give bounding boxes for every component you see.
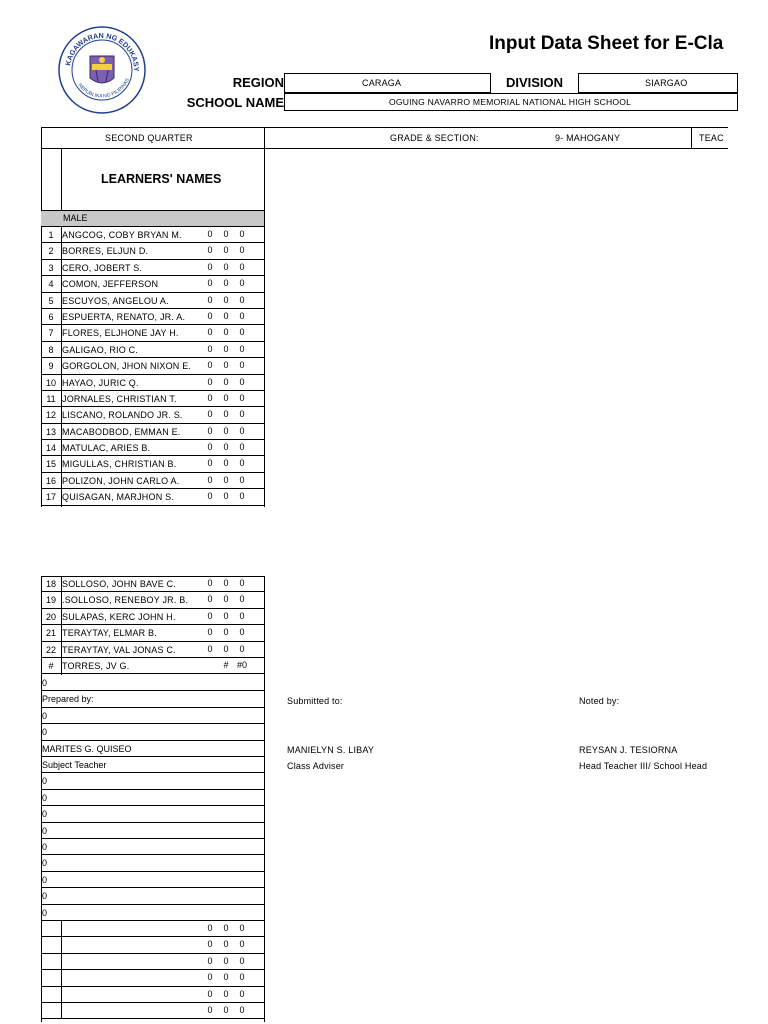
table-row: [41, 375, 264, 391]
table-row: [41, 391, 264, 407]
row-number: #: [48, 660, 54, 671]
table-row: [41, 456, 264, 472]
score-cell[interactable]: 0: [207, 425, 213, 436]
noted-label: Noted by:: [579, 696, 620, 706]
table-row: [41, 407, 264, 423]
score-cell[interactable]: 0: [223, 955, 229, 966]
score-cell[interactable]: 0: [207, 278, 213, 289]
row-number: 10: [45, 377, 56, 388]
score-cell[interactable]: 0: [207, 578, 213, 588]
score-cell[interactable]: 0: [239, 610, 245, 621]
learner-name[interactable]: SOLLOSO, JOHN BAVE C.: [62, 579, 177, 589]
score-cell[interactable]: 0: [239, 261, 245, 272]
row-number: 3: [48, 262, 54, 273]
score-cell[interactable]: 0: [207, 955, 213, 966]
row-number: 17: [45, 492, 56, 503]
footer-row: [41, 790, 264, 806]
blank-row: [41, 970, 264, 986]
learner-name[interactable]: MACABODBOD, EMMAN E.: [62, 426, 181, 437]
footer-row: [41, 773, 264, 789]
score-cell[interactable]: 0: [223, 627, 229, 638]
footer-line: 0: [42, 678, 48, 688]
learner-name[interactable]: JORNALES, CHRISTIAN T.: [62, 393, 177, 404]
adviser-name: MANIELYN S. LIBAY: [287, 745, 375, 755]
score-cell[interactable]: 0: [239, 627, 245, 638]
table-row: [41, 576, 264, 592]
footer-row: [41, 708, 264, 724]
score-cell[interactable]: 0: [207, 458, 213, 469]
row-number: 6: [48, 311, 54, 322]
blank-row: [41, 1003, 264, 1019]
table-row: [41, 625, 264, 641]
footer-row: [41, 724, 264, 740]
score-cell[interactable]: 0: [239, 474, 245, 485]
table-row: [41, 260, 264, 276]
row-number: 13: [45, 426, 56, 437]
score-cell[interactable]: 0: [207, 627, 213, 638]
score-cell[interactable]: 0: [239, 972, 245, 983]
footer-row: [41, 757, 264, 773]
row-number: 11: [46, 393, 56, 404]
score-cell[interactable]: 0: [239, 360, 245, 371]
footer-row: [41, 905, 264, 921]
score-cell[interactable]: 0: [223, 923, 229, 933]
blank-row: [41, 937, 264, 953]
score-cell[interactable]: 0: [223, 643, 229, 654]
score-cell[interactable]: 0: [207, 594, 213, 605]
score-cell[interactable]: 0: [239, 923, 245, 933]
score-cell[interactable]: 0: [207, 1005, 213, 1015]
score-cell[interactable]: 0: [223, 294, 229, 305]
table-row: [41, 424, 264, 440]
score-cell[interactable]: 0: [239, 392, 245, 403]
score-cell[interactable]: 0: [207, 294, 213, 305]
learner-name[interactable]: SULAPAS, KERC JOHN H.: [62, 611, 176, 622]
table-row: [41, 642, 264, 658]
adviser-role: Class Adviser: [287, 761, 345, 771]
footer-row: [41, 855, 264, 871]
learner-name[interactable]: ESPUERTA, RENATO, JR. A.: [62, 311, 186, 322]
learner-name[interactable]: MIGULLAS, CHRISTIAN B.: [62, 459, 177, 470]
score-cell[interactable]: 0: [239, 1005, 245, 1015]
row-number: 7: [48, 328, 54, 339]
learner-name[interactable]: ANGCOG, COBY BRYAN M.: [62, 230, 182, 240]
grade-section-label: GRADE & SECTION:: [390, 133, 479, 143]
region-label: REGION: [232, 75, 284, 90]
score-cell[interactable]: 0: [239, 343, 245, 354]
row-number: 12: [45, 410, 56, 421]
learner-name[interactable]: BORRES, ELJUN D.: [62, 246, 149, 257]
division-label: DIVISION: [505, 75, 564, 90]
footer-row: [41, 691, 264, 707]
table-row: [41, 592, 264, 608]
learner-name[interactable]: MATULAC, ARIES B.: [62, 443, 151, 454]
footer-line: 0: [42, 776, 48, 787]
names-header-cell: [41, 149, 264, 211]
school-label: SCHOOL NAME: [186, 95, 284, 110]
learner-name[interactable]: QUISAGAN, MARJHON S.: [62, 492, 175, 503]
quarter-label: SECOND QUARTER: [105, 133, 193, 143]
footer-row: [41, 839, 264, 855]
learner-name[interactable]: .SOLLOSO, RENEBOY JR. B.: [62, 595, 189, 606]
footer-line: 0: [42, 792, 48, 803]
learners-table: [41, 227, 264, 506]
table-row: [41, 243, 264, 259]
footer-row: [41, 675, 264, 691]
row-number: 14: [45, 443, 56, 454]
score-cell[interactable]: 0: [223, 343, 229, 354]
score-cell[interactable]: 0: [207, 409, 213, 420]
blank-row: [41, 954, 264, 970]
row-number: 20: [45, 611, 56, 622]
score-cell[interactable]: 0: [223, 278, 229, 289]
score-cell[interactable]: 0: [223, 392, 229, 403]
learner-name[interactable]: HAYAO, JURIC Q.: [62, 377, 139, 388]
table-row: [41, 293, 264, 309]
score-cell[interactable]: 0: [239, 425, 245, 436]
seal-text-top: KAGAWARAN NG EDUKASY: [63, 30, 142, 72]
learner-name[interactable]: POLIZON, JOHN CARLO A.: [62, 475, 180, 486]
score-cell[interactable]: 0: [223, 578, 229, 588]
learner-name[interactable]: FLORES, ELJHONE JAY H.: [62, 328, 179, 339]
teacher-role: Subject Teacher: [42, 760, 107, 770]
footer-line: 0: [42, 825, 48, 836]
footer-line: 0: [42, 809, 48, 820]
footer-line: 0: [42, 842, 48, 852]
table-row: [41, 309, 264, 325]
footer-line: 0: [42, 907, 48, 918]
score-cell[interactable]: 0: [239, 643, 245, 654]
footer-row: [41, 741, 264, 757]
male-row: [41, 211, 264, 227]
score-cell[interactable]: 0: [207, 988, 213, 999]
learner-name[interactable]: COMON, JEFFERSON: [62, 279, 159, 290]
score-cell[interactable]: 0: [223, 442, 229, 453]
score-cell[interactable]: 0: [223, 245, 229, 256]
footer-row: [41, 888, 264, 904]
learner-name[interactable]: CERO, JOBERT S.: [62, 262, 143, 273]
table-row: [41, 440, 264, 456]
score-cell[interactable]: 0: [239, 594, 245, 605]
learner-name[interactable]: LISCANO, ROLANDO JR. S.: [62, 410, 183, 421]
score-cell[interactable]: 0: [207, 392, 213, 403]
score-cell[interactable]: 0: [223, 327, 229, 338]
score-cell[interactable]: 0: [223, 939, 229, 950]
footer-row: [41, 806, 264, 822]
table-row: [41, 276, 264, 292]
footer-line: 0: [42, 891, 48, 902]
score-cell[interactable]: #0: [237, 659, 248, 670]
score-cell[interactable]: 0: [239, 939, 245, 950]
table-row: [41, 609, 264, 625]
footer-line: 0: [42, 874, 48, 885]
row-number: 9: [48, 361, 54, 372]
page-title: Input Data Sheet for E-Cla: [489, 33, 724, 54]
row-number: 15: [45, 459, 56, 470]
head-role: Head Teacher III/ School Head: [579, 761, 708, 771]
table-row: [41, 489, 264, 505]
score-cell[interactable]: 0: [239, 229, 245, 239]
score-cell[interactable]: 0: [239, 955, 245, 966]
row-number: 22: [45, 644, 56, 655]
row-number: 21: [45, 628, 56, 639]
score-cell[interactable]: 0: [239, 578, 245, 588]
footer-row: [41, 872, 264, 888]
score-cell[interactable]: 0: [239, 442, 245, 453]
score-cell[interactable]: 0: [207, 343, 213, 354]
score-cell[interactable]: 0: [207, 610, 213, 621]
score-cell[interactable]: 0: [239, 988, 245, 999]
grade-section-value[interactable]: 9- MAHOGANY: [555, 133, 621, 143]
score-cell[interactable]: 0: [223, 610, 229, 621]
male-label: MALE: [63, 213, 88, 223]
score-cell[interactable]: 0: [239, 491, 245, 502]
learner-name[interactable]: TORRES, JV G.: [62, 660, 130, 671]
row-number: 4: [48, 279, 54, 290]
table-row: [41, 358, 264, 374]
row-number: 5: [48, 295, 54, 306]
learners-table-2: [41, 576, 264, 674]
table-row: [41, 227, 264, 243]
score-cell[interactable]: 0: [239, 458, 245, 469]
score-cell[interactable]: 0: [223, 409, 229, 420]
score-cell[interactable]: 0: [223, 594, 229, 605]
row-number: 16: [45, 475, 56, 486]
score-cell[interactable]: 0: [207, 442, 213, 453]
score-cell[interactable]: 0: [207, 939, 213, 950]
score-cell[interactable]: 0: [207, 360, 213, 371]
score-cell[interactable]: 0: [223, 425, 229, 436]
score-cell[interactable]: [205, 658, 215, 673]
score-cell[interactable]: 0: [207, 310, 213, 321]
footer-line: 0: [42, 727, 48, 738]
score-cell[interactable]: 0: [239, 327, 245, 338]
table-row: [41, 325, 264, 341]
score-cell[interactable]: 0: [223, 1005, 229, 1015]
head-name: REYSAN J. TESIORNA: [579, 745, 678, 755]
score-cell[interactable]: 0: [223, 360, 229, 371]
score-cell[interactable]: 0: [207, 491, 213, 502]
score-cell[interactable]: 0: [223, 972, 229, 983]
table-row: [41, 342, 264, 358]
teacher-label: TEAC: [699, 133, 724, 143]
score-cell[interactable]: 0: [239, 245, 245, 256]
score-cell[interactable]: 0: [207, 376, 213, 387]
score-cell[interactable]: 0: [223, 376, 229, 387]
blank-row: [41, 987, 264, 1003]
score-cell[interactable]: 0: [223, 458, 229, 469]
score-cell[interactable]: #: [223, 659, 229, 670]
deped-seal: [58, 26, 146, 114]
table-row: [41, 473, 264, 489]
score-cell[interactable]: 0: [207, 923, 213, 933]
learners-names-header: LEARNERS' NAMES: [101, 172, 222, 186]
score-cell[interactable]: 0: [207, 229, 213, 239]
score-cell[interactable]: 0: [223, 491, 229, 502]
score-cell[interactable]: 0: [223, 474, 229, 485]
row-number: 8: [48, 344, 54, 355]
score-cell[interactable]: 0: [207, 245, 213, 256]
score-cell[interactable]: 0: [239, 294, 245, 305]
score-cell[interactable]: 0: [207, 261, 213, 272]
score-cell[interactable]: 0: [239, 278, 245, 289]
row-number: 18: [45, 579, 56, 589]
score-cell[interactable]: 0: [239, 310, 245, 321]
submitted-label: Submitted to:: [287, 696, 343, 706]
score-cell[interactable]: 0: [207, 972, 213, 983]
footer-line: 0: [42, 710, 48, 721]
score-cell[interactable]: 0: [223, 229, 229, 239]
score-cell[interactable]: 0: [223, 310, 229, 321]
prepared-label: Prepared by:: [42, 694, 94, 705]
blank-row: [41, 921, 264, 937]
region-field[interactable]: CARAGA: [284, 73, 491, 93]
footer-row: [41, 823, 264, 839]
row-number: 1: [48, 230, 54, 240]
learner-name[interactable]: GALIGAO, RIO C.: [62, 344, 139, 355]
seal-text-bottom: REPUBLIKA NG PILIPINAS: [76, 77, 131, 100]
learner-name[interactable]: ESCUYOS, ANGELOU A.: [62, 295, 169, 306]
score-cell[interactable]: 0: [223, 988, 229, 999]
learner-name[interactable]: TERAYTAY, VAL JONAS C.: [62, 644, 176, 655]
table-row: [41, 658, 264, 674]
footer-line: 0: [42, 858, 48, 869]
score-cell[interactable]: 0: [239, 409, 245, 420]
score-cell[interactable]: 0: [207, 474, 213, 485]
row-number: 2: [48, 246, 54, 257]
row-number: 19: [45, 595, 56, 606]
learner-name[interactable]: TERAYTAY, ELMAR B.: [62, 628, 157, 639]
score-cell[interactable]: 0: [207, 327, 213, 338]
school-name-field[interactable]: OGUING NAVARRO MEMORIAL NATIONAL HIGH SCHOOL: [284, 93, 738, 111]
score-cell[interactable]: 0: [207, 643, 213, 654]
division-field[interactable]: SIARGAO: [578, 73, 738, 93]
learner-name[interactable]: GORGOLON, JHON NIXON E.: [62, 361, 192, 372]
teacher-name: MARITES G. QUISEO: [42, 743, 132, 754]
score-cell[interactable]: 0: [223, 261, 229, 272]
score-cell[interactable]: 0: [239, 376, 245, 387]
